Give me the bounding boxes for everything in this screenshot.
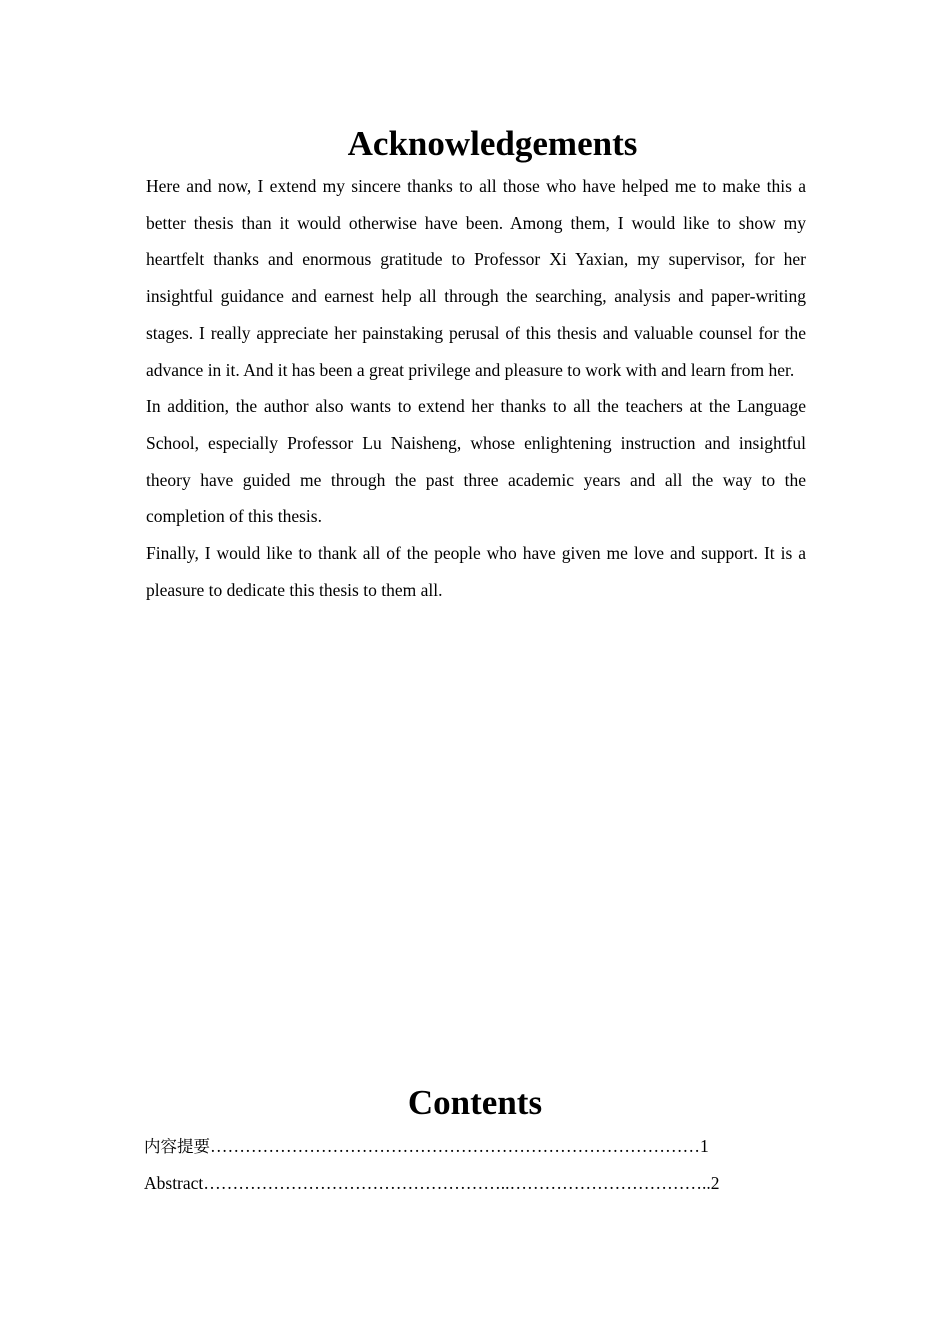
toc-entry-label: Abstract: [144, 1172, 204, 1193]
acknowledgements-title: Acknowledgements: [347, 124, 638, 163]
contents-title: Contents: [407, 1083, 543, 1122]
toc-entry-label: 内容提要: [144, 1137, 210, 1156]
acknowledgements-paragraph-2: In addition, the author also wants to extend her thanks to all the teachers at the Language School, especially Professor Lu Naisheng, whose enlightening instruction and insightful theory have guided me through the past three academic years and all the way to the completion of this thesis.: [146, 396, 806, 527]
acknowledgements-body: [144, 168, 806, 608]
table-of-contents: [144, 1128, 784, 1201]
toc-entry[interactable]: [144, 1128, 784, 1165]
toc-entry-leader: ……………………………………………..……………………………..2: [203, 1172, 720, 1193]
toc-entry[interactable]: [144, 1165, 784, 1202]
toc-entry-leader: …………………………………………………………………………1: [210, 1136, 709, 1156]
acknowledgements-paragraph-1: Here and now, I extend my sincere thanks to all those who have helped me to make this a better thesis than it would otherwise have been. Among them, I would like to show my heartfelt thanks and enormous gratitude to Professor Xi Yaxian, my supervisor, for her insightful guidance and earnest help all through the searching, analysis and paper-writing stages. I really appreciate her painstaking perusal of this thesis and valuable counsel for the advance in it. And it has been a great privilege and pleasure to work with and learn from her.: [146, 176, 806, 380]
acknowledgements-paragraph-3: Finally, I would like to thank all of the people who have given me love and support. It is a pleasure to dedicate this thesis to them all.: [146, 543, 806, 600]
